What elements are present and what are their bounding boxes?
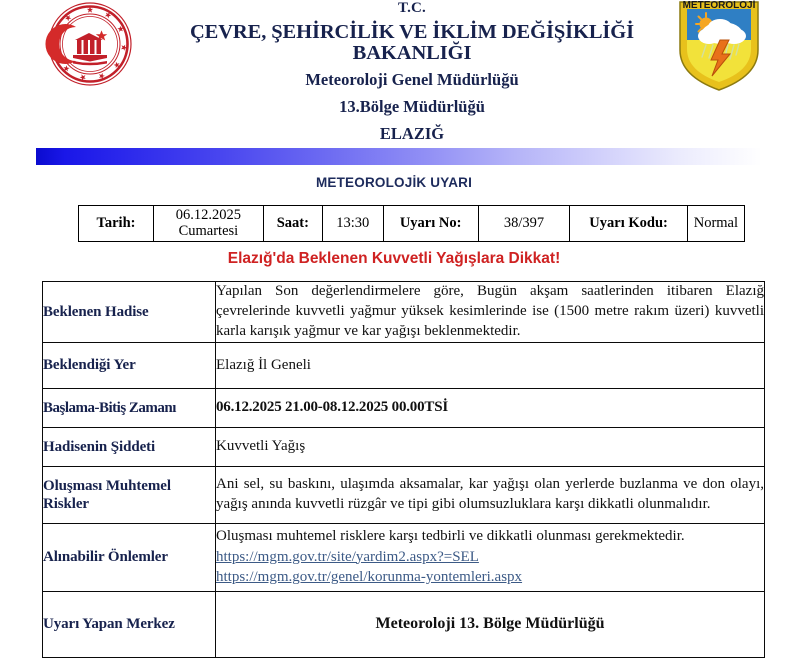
start-end-time-value: 06.12.2025 21.00-08.12.2025 00.00TSİ xyxy=(216,389,765,428)
table-row xyxy=(43,592,765,658)
date-label: Tarih: xyxy=(96,214,136,231)
header-gradient-bar xyxy=(36,148,762,165)
header-line-ministry: ÇEVRE, ŞEHİRCİLİK VE İKLİM DEĞİŞİKLİĞİ BAKANLIĞI xyxy=(189,21,635,64)
shield-label-text: METEOROLOJİ xyxy=(682,0,756,11)
turkish-ministry-seal-icon xyxy=(36,2,144,86)
start-end-time-label: Başlama-Bitiş Zamanı xyxy=(43,389,216,428)
precautions-label: Alınabilir Önlemler xyxy=(43,524,216,592)
warning-headline: Elazığ'da Beklenen Kuvvetli Yağışlara Dikkat! xyxy=(227,250,561,267)
meteoroloji-shield-icon xyxy=(676,0,762,92)
table-row xyxy=(43,524,765,592)
possible-risks-value: Ani sel, su baskını, ulaşımda aksamalar, kar yağışı olan yerlerde buzlanma ve don olayı, yağış anında kuvvetli rüzgâr ve tipi gibi olumsuzluklara karşı dikkatli olunmalıdır. xyxy=(216,467,765,524)
date-value-weekday: Cumartesi xyxy=(178,222,239,239)
issuing-center-label: Uyarı Yapan Merkez xyxy=(43,592,216,658)
page-title: METEOROLOJİK UYARI xyxy=(315,175,473,190)
header-line-department: Meteoroloji Genel Müdürlüğü xyxy=(305,70,519,89)
warning-details-table xyxy=(42,281,765,658)
precautions-text: Oluşması muhtemel risklere karşı tedbirli ve dikkatli olunması gerekmektedir. xyxy=(216,528,685,545)
warning-code-label: Uyarı Kodu: xyxy=(569,206,686,241)
document-header xyxy=(0,0,788,143)
date-value xyxy=(153,206,263,241)
table-row xyxy=(43,467,765,524)
header-text-block xyxy=(152,0,672,143)
header-line-city: ELAZIĞ xyxy=(379,124,445,143)
expected-place-label: Beklendiği Yer xyxy=(43,343,216,389)
time-value: 13:30 xyxy=(322,206,383,241)
severity-value: Kuvvetli Yağış xyxy=(216,428,765,467)
precautions-link-2[interactable]: https://mgm.gov.tr/genel/korunma-yontemleri.aspx xyxy=(216,569,523,586)
precautions-link-1[interactable]: https://mgm.gov.tr/site/yardim2.aspx?=SEL xyxy=(216,548,479,565)
warning-info-strip xyxy=(78,205,745,242)
warning-no-label: Uyarı No: xyxy=(383,206,478,241)
table-row xyxy=(43,343,765,389)
severity-label: Hadisenin Şiddeti xyxy=(43,428,216,467)
table-row xyxy=(43,282,765,343)
table-row xyxy=(43,389,765,428)
date-value-date: 06.12.2025 xyxy=(175,206,242,223)
issuing-center-value: Meteoroloji 13. Bölge Müdürlüğü xyxy=(216,592,765,658)
header-line-tc: T.C. xyxy=(397,0,427,16)
time-label: Saat: xyxy=(263,206,322,241)
precautions-value-cell xyxy=(216,524,765,592)
header-line-region: 13.Bölge Müdürlüğü xyxy=(339,96,485,116)
expected-event-label: Beklenen Hadise xyxy=(43,282,216,343)
warning-code-value: Normal xyxy=(687,206,744,241)
expected-event-value: Yapılan Son değerlendirmelere göre, Bugün akşam saatlerinden itibaren Elazığ çevrelerinde kuvvetli yağmur yüksek kesimlerinde ise (1500 metre rakım üzeri) kuvvetli karla karışık yağmur ve kar yağışı beklenmektedir. xyxy=(216,282,765,343)
table-row xyxy=(43,428,765,467)
warning-no-value: 38/397 xyxy=(478,206,570,241)
expected-place-value: Elazığ İl Geneli xyxy=(216,343,765,389)
possible-risks-label: Oluşması Muhtemel Riskler xyxy=(43,467,216,524)
